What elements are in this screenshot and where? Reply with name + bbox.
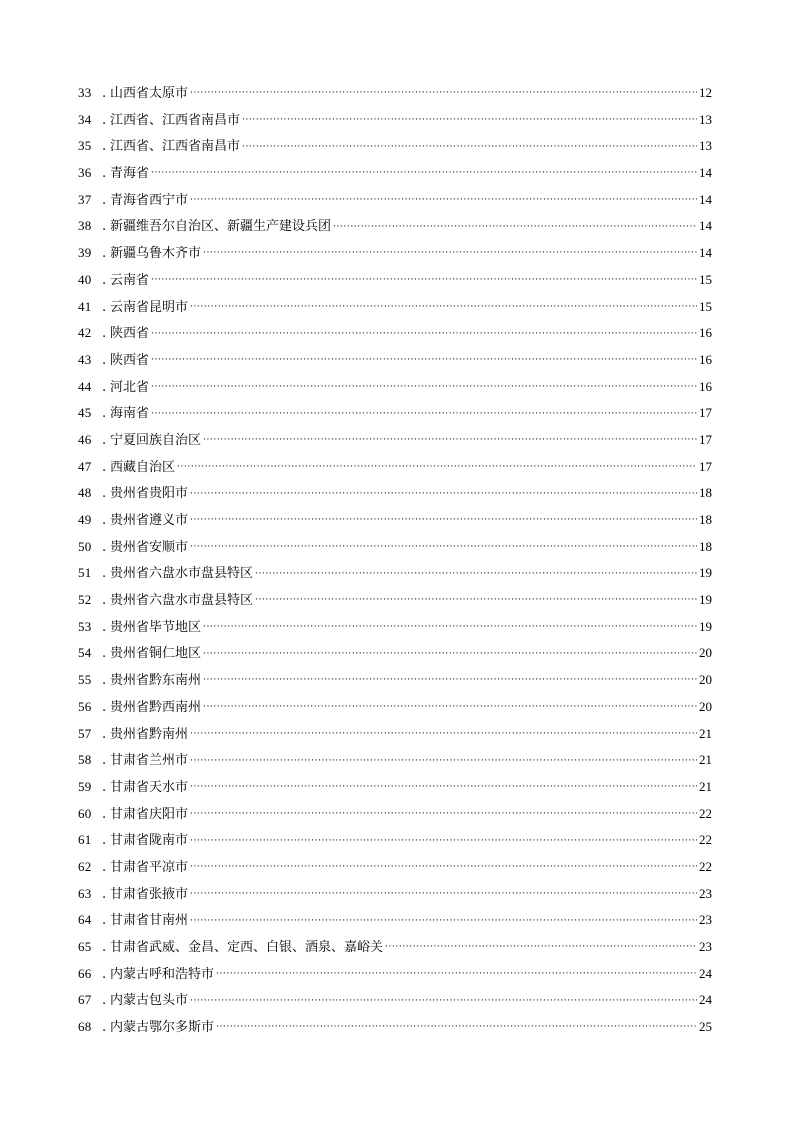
- toc-entry-page-number: 13: [699, 138, 712, 154]
- toc-entry[interactable]: [78, 507, 712, 534]
- toc-entry-page-number: 21: [699, 725, 712, 741]
- toc-dot-leader: [203, 248, 697, 258]
- toc-dot-leader: [190, 862, 697, 872]
- toc-entry[interactable]: [78, 721, 712, 748]
- toc-entry-number-dot: .: [102, 219, 107, 235]
- toc-entry-number-dot: .: [102, 139, 107, 155]
- toc-entry[interactable]: [78, 213, 712, 240]
- toc-entry[interactable]: [78, 1014, 712, 1041]
- toc-entry-number-dot: .: [102, 619, 107, 635]
- toc-dot-leader: [333, 222, 697, 232]
- toc-entry[interactable]: [78, 640, 712, 667]
- toc-entry-page-number: 25: [699, 1019, 712, 1035]
- toc-entry-page-number: 24: [699, 992, 712, 1008]
- toc-dot-leader: [151, 382, 697, 392]
- toc-dot-leader: [190, 88, 697, 98]
- toc-entry[interactable]: [78, 294, 712, 321]
- toc-entry-title: 贵州省遵义市: [110, 513, 189, 528]
- toc-dot-leader: [151, 168, 697, 178]
- toc-dot-leader: [242, 115, 697, 125]
- toc-entry[interactable]: [78, 694, 712, 721]
- toc-entry[interactable]: [78, 400, 712, 427]
- toc-dot-leader: [151, 355, 697, 365]
- toc-entry-title: 贵州省黔东南州: [110, 673, 202, 689]
- toc-entry-page-number: 14: [699, 245, 712, 261]
- toc-entry[interactable]: [78, 961, 712, 988]
- toc-entry-number: 34: [78, 111, 92, 127]
- toc-entry[interactable]: [78, 80, 712, 107]
- toc-entry-page-number: 19: [699, 618, 712, 634]
- toc-entry-title: 青海省西宁市: [110, 192, 189, 208]
- toc-entry-number: 38: [78, 218, 92, 234]
- toc-entry-number-dot: .: [102, 246, 107, 262]
- toc-entry-number: 55: [78, 672, 92, 688]
- toc-entry-number-dot: .: [102, 192, 107, 208]
- toc-dot-leader: [151, 409, 697, 419]
- toc-entry-title: 内蒙古包头市: [110, 993, 189, 1009]
- toc-entry-number: 42: [78, 325, 92, 341]
- toc-dot-leader: [242, 142, 697, 152]
- toc-entry-title: 贵州省铜仁地区: [110, 646, 202, 662]
- toc-entry-page-number: 20: [699, 698, 712, 714]
- toc-entry-number-dot: .: [102, 726, 107, 742]
- toc-entry-number-dot: .: [102, 566, 107, 582]
- toc-entry-title: 云南省昆明市: [110, 299, 189, 315]
- toc-entry[interactable]: [78, 480, 712, 507]
- toc-entry-number-dot: .: [102, 1020, 107, 1036]
- toc-dot-leader: [190, 916, 697, 926]
- toc-entry-number-dot: .: [102, 833, 107, 849]
- toc-entry-title: 贵州省黔西南州: [110, 699, 202, 715]
- toc-dot-leader: [190, 489, 697, 499]
- toc-entry-page-number: 24: [699, 965, 712, 981]
- toc-entry-title: 海南省: [110, 406, 150, 422]
- toc-dot-leader: [190, 542, 697, 552]
- toc-entry-number: 35: [78, 138, 92, 154]
- toc-entry-number: 39: [78, 245, 92, 261]
- toc-entry-page-number: 16: [699, 351, 712, 367]
- toc-entry-number-dot: .: [102, 432, 107, 448]
- toc-entry-number-dot: .: [102, 646, 107, 662]
- toc-entry[interactable]: [78, 240, 712, 267]
- toc-entry-title: 甘肃省庆阳市: [110, 806, 189, 822]
- toc-dot-leader: [190, 996, 697, 1006]
- toc-dot-leader: [203, 675, 697, 685]
- toc-entry[interactable]: [78, 347, 712, 374]
- toc-entry-page-number: 20: [699, 645, 712, 661]
- toc-entry-number-dot: .: [102, 940, 107, 955]
- toc-entry[interactable]: [78, 267, 712, 294]
- toc-entry-number: 36: [78, 165, 92, 181]
- toc-entry[interactable]: [78, 747, 712, 774]
- toc-entry-number-dot: .: [102, 699, 107, 715]
- toc-entry-title: 新疆维吾尔自治区、新疆生产建设兵团: [110, 219, 332, 235]
- toc-entry-page-number: 14: [699, 191, 712, 207]
- toc-entry-number-dot: .: [102, 272, 107, 288]
- toc-entry-page-number: 22: [699, 858, 712, 874]
- toc-entry-number: 58: [78, 752, 92, 768]
- toc-entry[interactable]: [78, 160, 712, 187]
- toc-entry-number: 50: [78, 538, 92, 554]
- toc-entry-number-dot: .: [102, 326, 107, 342]
- toc-dot-leader: [216, 969, 697, 979]
- toc-entry[interactable]: [78, 427, 712, 454]
- toc-entry-title: 甘肃省张掖市: [110, 886, 189, 902]
- toc-entry-title: 贵州省六盘水市盘县特区: [110, 593, 254, 609]
- toc-entry-title: 贵州省六盘水市盘县特区: [110, 566, 254, 582]
- toc-entry-number-dot: .: [102, 166, 107, 182]
- toc-entry[interactable]: [78, 934, 712, 961]
- toc-entry-title: 山西省太原市: [110, 86, 189, 101]
- toc-entry-number: 54: [78, 645, 92, 661]
- toc-entry-title: 河北省: [110, 379, 150, 395]
- toc-entry-title: 江西省、江西省南昌市: [110, 139, 241, 155]
- toc-entry-number: 53: [78, 618, 92, 634]
- toc-entry-number: 52: [78, 592, 92, 608]
- toc-dot-leader: [203, 649, 697, 659]
- toc-entry-number: 44: [78, 378, 92, 394]
- toc-entry-page-number: 23: [699, 885, 712, 901]
- toc-entry-number: 61: [78, 832, 92, 848]
- toc-entry-number-dot: .: [102, 352, 107, 368]
- toc-entry[interactable]: [78, 560, 712, 587]
- toc-entry-title: 宁夏回族自治区: [110, 432, 202, 448]
- toc-entry-number: 56: [78, 698, 92, 714]
- toc-entry[interactable]: [78, 667, 712, 694]
- toc-dot-leader: [203, 435, 697, 445]
- toc-entry-title: 贵州省黔南州: [110, 726, 189, 742]
- toc-entry-number-dot: .: [102, 379, 107, 395]
- toc-entry-page-number: 18: [699, 512, 712, 527]
- toc-entry-number: 64: [78, 912, 92, 928]
- toc-entry-page-number: 17: [699, 431, 712, 447]
- toc-dot-leader: [190, 756, 697, 766]
- toc-entry[interactable]: [78, 320, 712, 347]
- toc-entry-number: 62: [78, 858, 92, 874]
- toc-entry-number: 40: [78, 271, 92, 287]
- toc-entry-number-dot: .: [102, 459, 107, 475]
- toc-entry-title: 贵州省贵阳市: [110, 486, 189, 502]
- toc-entry-page-number: 21: [699, 752, 712, 768]
- toc-entry-page-number: 18: [699, 538, 712, 554]
- toc-dot-leader: [190, 889, 697, 899]
- toc-entry-title: 云南省: [110, 272, 150, 288]
- toc-entry-title: 甘肃省陇南市: [110, 833, 189, 849]
- toc-dot-leader: [190, 782, 697, 792]
- toc-entry-number: 67: [78, 992, 92, 1008]
- toc-entry-number: 65: [78, 939, 92, 954]
- toc-entry-title: 江西省、江西省南昌市: [110, 112, 241, 128]
- toc-entry[interactable]: [78, 774, 712, 801]
- toc-entry-page-number: 16: [699, 378, 712, 394]
- toc-entry-number-dot: .: [102, 673, 107, 689]
- toc-entry-number-dot: .: [102, 112, 107, 128]
- toc-entry-number: 60: [78, 805, 92, 821]
- toc-dot-leader: [190, 195, 697, 205]
- toc-entry-page-number: 12: [699, 85, 712, 100]
- toc-entry[interactable]: [78, 801, 712, 828]
- toc-entry-page-number: 15: [699, 271, 712, 287]
- toc-entry[interactable]: [78, 614, 712, 641]
- toc-entry-page-number: 17: [699, 405, 712, 421]
- toc-entry-number: 66: [78, 965, 92, 981]
- toc-entry-page-number: 16: [699, 325, 712, 341]
- toc-entry[interactable]: [78, 534, 712, 561]
- toc-dot-leader: [385, 942, 697, 952]
- toc-entry-number: 51: [78, 565, 92, 581]
- toc-entry-title: 青海省: [110, 166, 150, 182]
- toc-entry[interactable]: [78, 133, 712, 160]
- toc-entry-number-dot: .: [102, 993, 107, 1009]
- toc-dot-leader: [190, 302, 697, 312]
- toc-entry-number-dot: .: [102, 513, 107, 528]
- toc-entry-title: 西藏自治区: [110, 459, 176, 475]
- toc-entry-number-dot: .: [102, 486, 107, 502]
- toc-entry-number-dot: .: [102, 806, 107, 822]
- toc-entry-number-dot: .: [102, 86, 107, 101]
- toc-entry-page-number: 23: [699, 912, 712, 928]
- toc-entry-number-dot: .: [102, 406, 107, 422]
- toc-entry-title: 甘肃省天水市: [110, 779, 189, 795]
- toc-entry-number: 57: [78, 725, 92, 741]
- toc-entry-page-number: 23: [699, 939, 712, 954]
- toc-entry-page-number: 15: [699, 298, 712, 314]
- toc-dot-leader: [190, 515, 697, 525]
- toc-entry-number-dot: .: [102, 913, 107, 929]
- toc-dot-leader: [190, 729, 697, 739]
- toc-entry-title: 甘肃省兰州市: [110, 753, 189, 769]
- toc-entry[interactable]: [78, 854, 712, 881]
- toc-entry-number-dot: .: [102, 593, 107, 609]
- toc-entry-number-dot: .: [102, 966, 107, 982]
- toc-entry-title: 甘肃省甘南州: [110, 913, 189, 929]
- toc-entry-page-number: 20: [699, 672, 712, 688]
- toc-entry-number-dot: .: [102, 539, 107, 555]
- toc-entry[interactable]: [78, 107, 712, 134]
- toc-dot-leader: [190, 836, 697, 846]
- toc-entry-title: 新疆乌鲁木齐市: [110, 246, 202, 262]
- toc-entry-title: 内蒙古鄂尔多斯市: [110, 1020, 215, 1036]
- toc-entry[interactable]: [78, 881, 712, 908]
- toc-entry-number: 43: [78, 351, 92, 367]
- toc-entry-number: 63: [78, 885, 92, 901]
- toc-dot-leader: [216, 1022, 697, 1032]
- toc-entry[interactable]: [78, 454, 712, 481]
- toc-entry-page-number: 18: [699, 485, 712, 501]
- toc-entry-number-dot: .: [102, 753, 107, 769]
- toc-entry-page-number: 22: [699, 805, 712, 821]
- toc-entry-number: 46: [78, 431, 92, 447]
- toc-entry-page-number: 22: [699, 832, 712, 848]
- toc-entry-title: 陕西省: [110, 352, 150, 368]
- toc-entry-number-dot: .: [102, 859, 107, 875]
- toc-entry-page-number: 19: [699, 565, 712, 581]
- toc-entry-page-number: 17: [699, 458, 712, 474]
- toc-entry-number: 59: [78, 778, 92, 794]
- toc-entry-number: 49: [78, 512, 92, 527]
- toc-entry-page-number: 13: [699, 111, 712, 127]
- toc-dot-leader: [177, 462, 697, 472]
- toc-entry-number-dot: .: [102, 886, 107, 902]
- toc-entry[interactable]: [78, 987, 712, 1014]
- toc-entry[interactable]: [78, 907, 712, 934]
- toc-entry-number: 33: [78, 85, 92, 100]
- toc-entry-number: 37: [78, 191, 92, 207]
- toc-dot-leader: [190, 809, 697, 819]
- toc-entry[interactable]: [78, 827, 712, 854]
- toc-entry-title: 贵州省安顺市: [110, 539, 189, 555]
- toc-entry-page-number: 21: [699, 778, 712, 794]
- toc-dot-leader: [203, 702, 697, 712]
- toc-entry-number-dot: .: [102, 299, 107, 315]
- toc-entry-page-number: 19: [699, 592, 712, 608]
- toc-entry-number-dot: .: [102, 779, 107, 795]
- toc-dot-leader: [203, 622, 697, 632]
- toc-entry-number: 45: [78, 405, 92, 421]
- toc-dot-leader: [255, 569, 697, 579]
- toc-entry-title: 甘肃省平凉市: [110, 859, 189, 875]
- toc-dot-leader: [151, 329, 697, 339]
- toc-entry-page-number: 14: [699, 218, 712, 234]
- toc-entry[interactable]: [78, 187, 712, 214]
- toc-dot-leader: [151, 275, 697, 285]
- toc-entry-number: 47: [78, 458, 92, 474]
- toc-entry[interactable]: [78, 374, 712, 401]
- toc-entry-number: 48: [78, 485, 92, 501]
- toc-dot-leader: [255, 595, 697, 605]
- table-of-contents: [78, 80, 712, 1041]
- toc-entry-title: 甘肃省武威、金昌、定西、白银、酒泉、嘉峪关: [110, 940, 384, 955]
- toc-entry-number: 41: [78, 298, 92, 314]
- toc-entry-title: 贵州省毕节地区: [110, 619, 202, 635]
- toc-entry-title: 内蒙古呼和浩特市: [110, 966, 215, 982]
- toc-entry-number: 68: [78, 1019, 92, 1035]
- toc-entry-title: 陕西省: [110, 326, 150, 342]
- toc-entry[interactable]: [78, 587, 712, 614]
- toc-entry-page-number: 14: [699, 165, 712, 181]
